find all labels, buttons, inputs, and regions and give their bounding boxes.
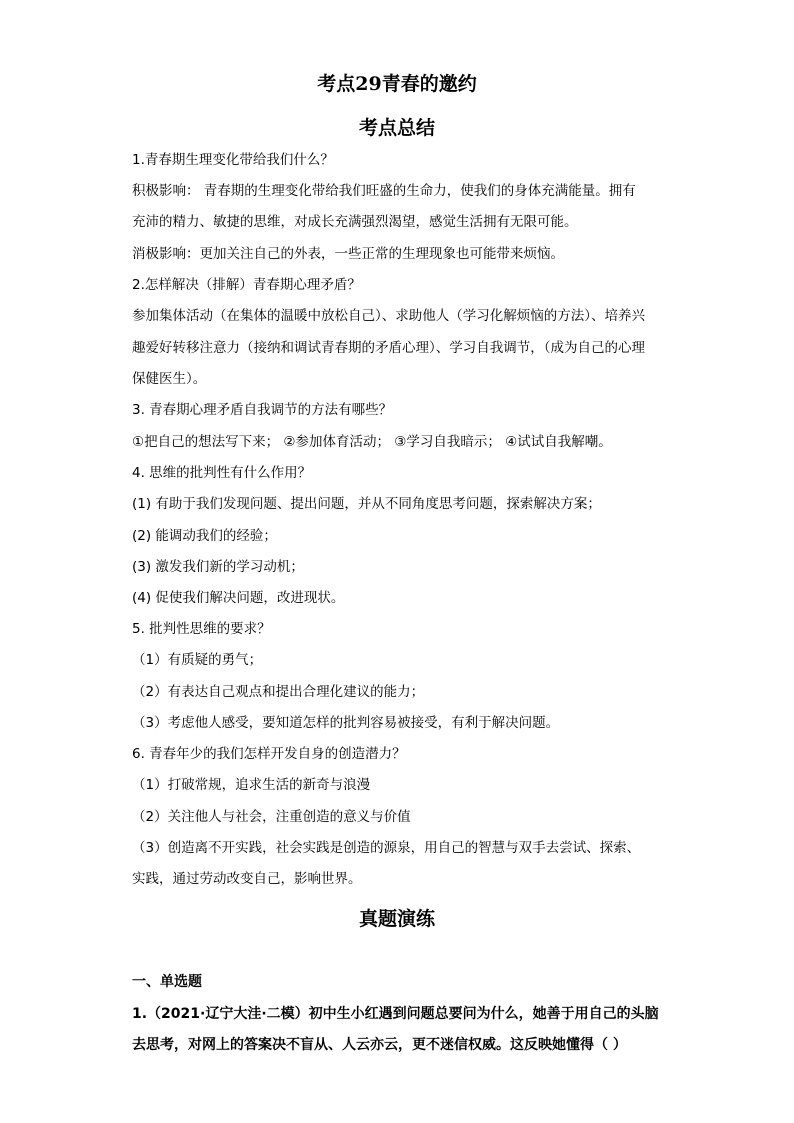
answer-5-item-1: （1）有质疑的勇气； (132, 652, 263, 668)
question-6: 6. 青春年少的我们怎样开发自身的创造潜力？ (132, 746, 406, 762)
answer-2-line-1: 参加集体活动（在集体的温暖中放松自己）、求助他人（学习化解烦恼的方法）、培养兴 (132, 308, 645, 324)
answer-3: ①把自己的想法写下来； ②参加体育活动； ③学习自我暗示； ④试试自我解嘲。 (132, 434, 612, 450)
answer-5-item-2: （2）有表达自己观点和提出合理化建议的能力； (132, 684, 425, 700)
document-title: 考点29青春的邀约 (317, 73, 477, 95)
practice-heading: 真题演练 (358, 908, 435, 930)
summary-heading: 考点总结 (358, 117, 435, 139)
answer-6-item-3-line-2: 实践，通过劳动改变自己，影响世界。 (132, 871, 362, 887)
answer-5-item-3: （3）考虑他人感受，要知道怎样的批判容易被接受，有利于解决问题。 (132, 715, 560, 731)
question-2: 2.怎样解决（排解）青春期心理矛盾？ (132, 277, 361, 293)
answer-4-item-4: (4) 促使我们解决问题，改进现状。 (132, 590, 345, 606)
answer-1-negative: 消极影响：更加关注自己的外表，一些正常的生理现象也可能带来烦恼。 (132, 246, 564, 262)
answer-4-item-1: (1) 有助于我们发现问题、提出问题，并从不同角度思考问题，探索解决方案； (132, 496, 601, 512)
question-4: 4. 思维的批判性有什么作用？ (132, 465, 312, 481)
question-5: 5. 批判性思维的要求？ (132, 621, 271, 637)
answer-6-item-1: （1）打破常规，追求生活的新奇与浪漫 (132, 777, 371, 793)
answer-2-line-3: 保健医生）。 (132, 371, 207, 387)
answer-1-positive-line-2: 充沛的精力、敏捷的思维，对成长充满强烈渴望，感觉生活拥有无限可能。 (132, 214, 578, 230)
exercise-1-line-2: 去思考，对网上的答案决不盲从、人云亦云，更不迷信权威。这反映她懂得（ ） (132, 1037, 627, 1053)
answer-4-item-3: (3) 激发我们新的学习动机； (132, 559, 304, 575)
answer-1-positive-line-1: 积极影响： 青春期的生理变化带给我们旺盛的生命力，使我们的身体充满能量。拥有 (132, 183, 636, 199)
section-single-choice: 一、单选题 (132, 974, 202, 990)
question-1: 1.青春期生理变化带给我们什么？ (132, 152, 334, 168)
exercise-1-line-1: 1.（2021·辽宁大洼·二模）初中生小红遇到问题总要问为什么，她善于用自己的头脑 (132, 1006, 659, 1022)
answer-2-line-2: 趣爱好转移注意力（接纳和调试青春期的矛盾心理）、学习自我调节，（成为自己的心理 (132, 340, 645, 356)
question-3: 3. 青春期心理矛盾自我调节的方法有哪些？ (132, 402, 393, 418)
answer-4-item-2: (2) 能调动我们的经验； (132, 528, 277, 544)
answer-6-item-3-line-1: （3）创造离不开实践，社会实践是创造的源泉，用自己的智慧与双手去尝试、探索、 (132, 840, 641, 856)
answer-6-item-2: （2）关注他人与社会，注重创造的意义与价值 (132, 809, 411, 825)
